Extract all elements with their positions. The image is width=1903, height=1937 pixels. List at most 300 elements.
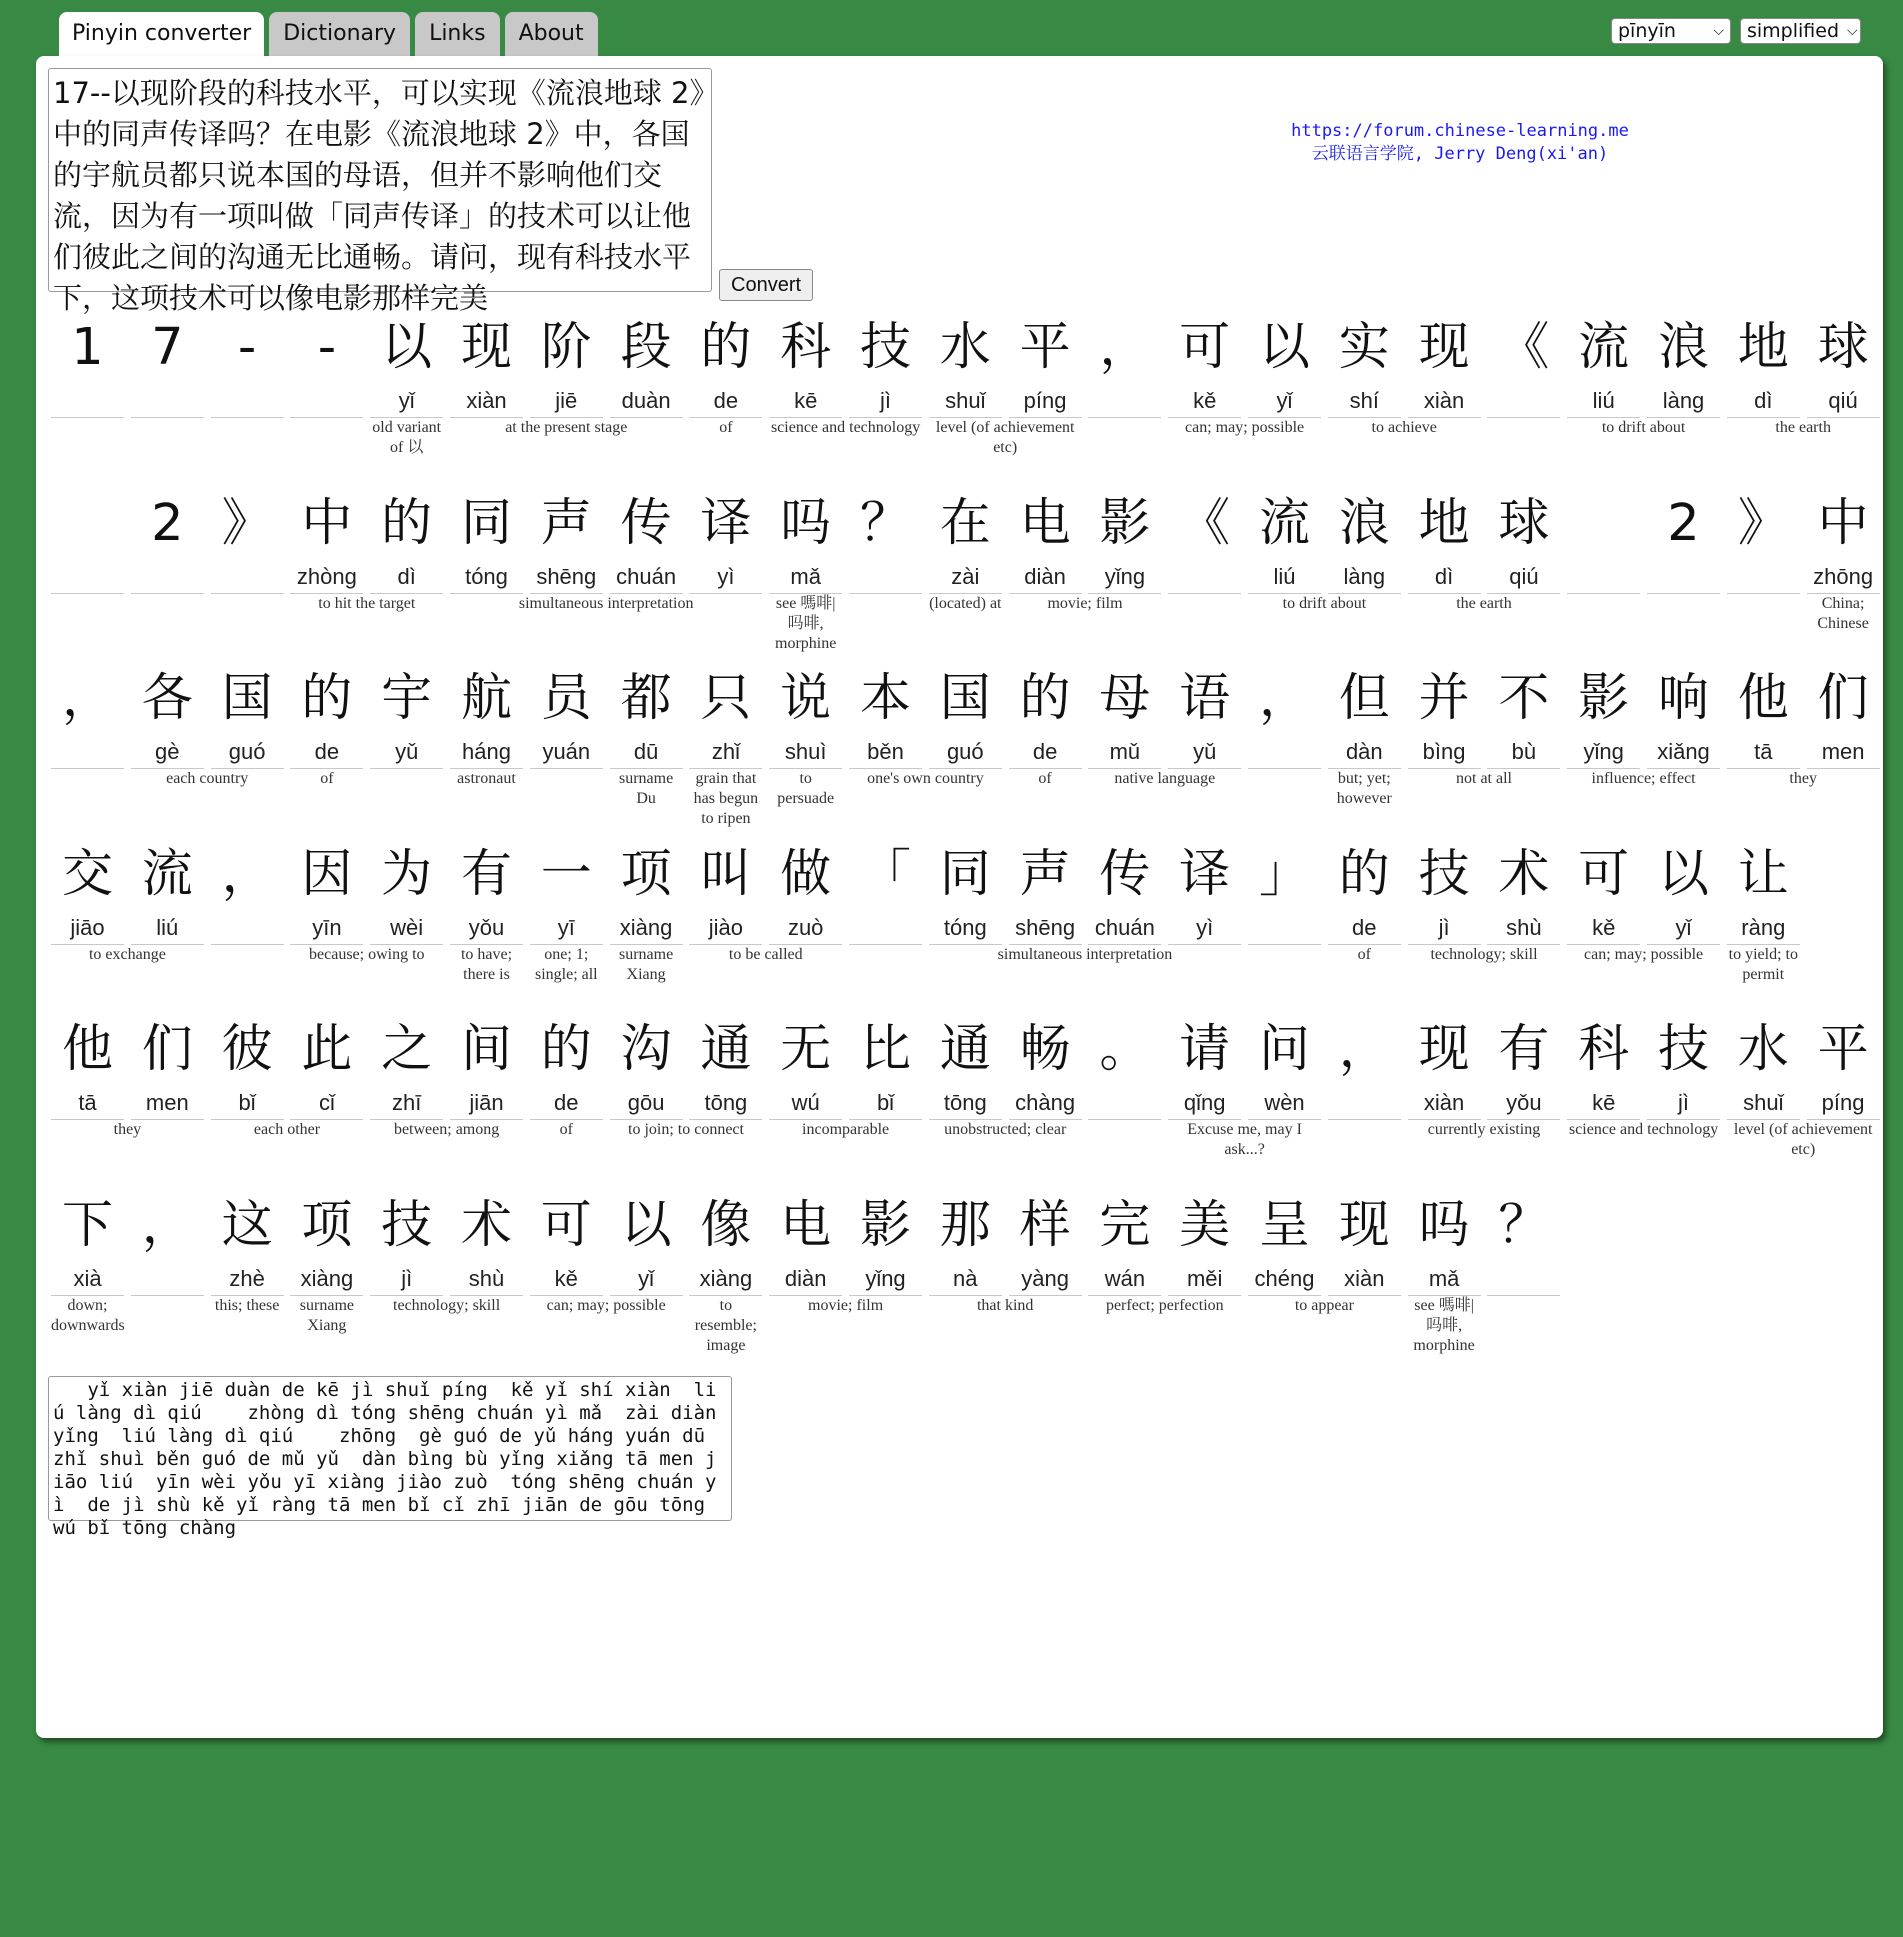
character-cell[interactable]: [610, 1014, 683, 1120]
gloss: the earth: [1456, 594, 1512, 612]
character-cell[interactable]: [1248, 839, 1321, 945]
pinyin: dì: [1727, 384, 1800, 418]
character-cell[interactable]: [530, 312, 603, 418]
pinyin: [290, 384, 363, 418]
hanzi: 科: [780, 318, 832, 377]
tab-bar: [59, 12, 598, 56]
character-cell[interactable]: [51, 1014, 124, 1120]
hanzi: 无: [780, 1020, 832, 1079]
character-cell[interactable]: [1088, 1190, 1161, 1296]
character-cell[interactable]: [1647, 488, 1720, 594]
character-cell[interactable]: [929, 312, 1002, 418]
hanzi: 可: [1179, 318, 1231, 377]
character-cell[interactable]: [530, 1014, 603, 1120]
character-cell[interactable]: [1328, 1014, 1401, 1120]
tab-pinyin-converter[interactable]: Pinyin converter: [59, 12, 264, 56]
character-cell[interactable]: [1168, 663, 1241, 769]
gloss: between; among: [393, 1121, 500, 1138]
character-cell[interactable]: [769, 663, 842, 769]
character-cell[interactable]: [211, 1190, 284, 1296]
character-cell[interactable]: [769, 1190, 842, 1296]
character-cell[interactable]: [1487, 488, 1560, 594]
pinyin: liú: [131, 911, 204, 945]
character-cell[interactable]: [290, 1014, 363, 1120]
pinyin: [1248, 911, 1321, 945]
hanzi: 以: [1258, 318, 1310, 377]
pinyin: yǔ: [1168, 735, 1241, 769]
character-cell[interactable]: [530, 839, 603, 945]
character-cell[interactable]: [211, 1014, 284, 1120]
pinyin: xiàng: [689, 1262, 762, 1296]
character-cell[interactable]: [290, 839, 363, 945]
character-cell[interactable]: [769, 839, 842, 945]
character-cell[interactable]: [370, 1190, 443, 1296]
pinyin: de: [689, 384, 762, 418]
hanzi: 畅: [1019, 1020, 1071, 1079]
pinyin: dì: [1408, 560, 1481, 594]
character-cell[interactable]: [689, 488, 762, 594]
character-cell[interactable]: [1328, 839, 1401, 945]
hanzi: 阶: [540, 318, 592, 377]
hanzi: [51, 488, 124, 560]
character-cell[interactable]: [1487, 1014, 1560, 1120]
hanzi: 实: [1338, 318, 1390, 377]
pinyin: yīn: [290, 911, 363, 945]
character-cell[interactable]: [849, 312, 922, 418]
character-cell[interactable]: [1009, 1014, 1082, 1120]
hanzi: 只: [700, 669, 752, 728]
pinyin: zhè: [211, 1262, 284, 1296]
hanzi: 国: [939, 669, 991, 728]
pinyin: chuán: [610, 560, 683, 594]
gloss: unobstructed; clear: [944, 1121, 1067, 1138]
character-cell[interactable]: [51, 312, 124, 418]
character-cell[interactable]: [1487, 312, 1560, 418]
character-cell[interactable]: [1567, 663, 1640, 769]
character-cell[interactable]: [1168, 488, 1241, 594]
hanzi: 球: [1817, 318, 1869, 377]
gloss: but; yet; however: [1336, 770, 1392, 807]
character-cell[interactable]: [610, 488, 683, 594]
pinyin: yǒu: [1487, 1086, 1560, 1120]
hanzi: 传: [1099, 844, 1151, 904]
hanzi: ？: [1498, 1195, 1550, 1255]
pinyin: bìng: [1408, 735, 1481, 769]
pinyin-output-textarea[interactable]: yǐ xiàn jiē duàn de kē jì shuǐ píng kě yǐ shí xiàn liú làng dì qiú zhòng dì tóng shēng chuán yì mǎ zài diàn yǐng liú làng dì qiú zhōng gè guó de yǔ háng yuán dū zhǐ shuì běn guó de mǔ yǔ dàn bìng bù yǐng xiǎng tā men jiāo liú yīn wèi yǒu yī xiàng jiào zuò tóng shēng chuán yì de jì shù kě yǐ ràng tā men bǐ cǐ zhī jiān de gōu tōng wú bǐ tōng chàng: [48, 1376, 732, 1521]
character-cell[interactable]: [211, 312, 284, 418]
pinyin: kě: [530, 1262, 603, 1296]
character-cell[interactable]: [1248, 488, 1321, 594]
character-cell[interactable]: [530, 663, 603, 769]
character-cell[interactable]: [610, 1190, 683, 1296]
character-cell[interactable]: [1009, 488, 1082, 594]
pinyin: de: [1009, 735, 1082, 769]
hanzi: 技: [381, 1195, 433, 1255]
pinyin: jì: [1647, 1086, 1720, 1120]
pinyin: bǐ: [849, 1086, 922, 1120]
character-cell[interactable]: [689, 312, 762, 418]
character-cell[interactable]: [211, 839, 284, 945]
pinyin: [849, 560, 922, 594]
character-cell[interactable]: [1647, 839, 1720, 945]
gloss: old variant of 以: [372, 419, 442, 456]
pinyin: yì: [1168, 911, 1241, 945]
character-cell[interactable]: [1248, 312, 1321, 418]
gloss: China; Chinese: [1817, 594, 1869, 632]
gloss: can; may; possible: [546, 1296, 666, 1314]
credit-block: [1230, 120, 1690, 166]
hanzi: 浪: [1338, 493, 1390, 553]
hanzi: 1: [71, 318, 104, 377]
pinyin: yǐng: [849, 1262, 922, 1296]
character-cell[interactable]: [450, 488, 523, 594]
hanzi: 声: [540, 493, 592, 553]
pinyin: yī: [530, 911, 603, 945]
pinyin: dì: [370, 560, 443, 594]
hanzi: 一: [540, 844, 592, 904]
character-cell[interactable]: [290, 312, 363, 418]
character-cell[interactable]: [610, 839, 683, 945]
character-cell[interactable]: [1248, 1190, 1321, 1296]
hanzi: 电: [1019, 493, 1071, 553]
character-cell[interactable]: [370, 663, 443, 769]
pinyin: shuǐ: [1727, 1086, 1800, 1120]
hanzi: 电: [780, 1195, 832, 1255]
character-cell[interactable]: [131, 488, 204, 594]
character-cell[interactable]: [1727, 488, 1800, 594]
character-cell[interactable]: [1408, 488, 1481, 594]
pinyin: duàn: [610, 384, 683, 418]
hanzi: 的: [1019, 669, 1071, 728]
character-cell[interactable]: [290, 488, 363, 594]
pinyin: xiàn: [450, 384, 523, 418]
character-cell[interactable]: [1487, 1190, 1560, 1296]
character-cell[interactable]: [1009, 1190, 1082, 1296]
character-cell[interactable]: [1088, 839, 1161, 945]
gloss: can; may; possible: [1185, 419, 1305, 436]
gloss: they: [113, 1121, 142, 1138]
hanzi: 浪: [1657, 318, 1709, 377]
character-cell[interactable]: [689, 839, 762, 945]
gloss: movie; film: [1047, 594, 1123, 612]
pinyin: yì: [689, 560, 762, 594]
pinyin: qǐng: [1168, 1086, 1241, 1120]
hanzi: ，: [61, 669, 113, 728]
pinyin: [1088, 1086, 1161, 1120]
gloss: see 嗎啡|吗啡, morphine: [775, 594, 837, 652]
character-cell[interactable]: [1088, 663, 1161, 769]
character-cell[interactable]: [689, 663, 762, 769]
pinyin: gōu: [610, 1086, 683, 1120]
character-cell[interactable]: [530, 488, 603, 594]
hanzi: 交: [61, 844, 113, 904]
character-cell[interactable]: [290, 663, 363, 769]
character-cell[interactable]: [769, 1014, 842, 1120]
hanzi: 本: [859, 669, 911, 728]
pinyin: liú: [1248, 560, 1321, 594]
gloss: the earth: [1775, 419, 1831, 436]
character-cell[interactable]: [1727, 1014, 1800, 1120]
character-cell[interactable]: [849, 1014, 922, 1120]
pinyin: dū: [610, 735, 683, 769]
character-cell[interactable]: [1168, 839, 1241, 945]
hanzi: 地: [1737, 318, 1789, 377]
credit-author: 云联语言学院, Jerry Deng(xi'an): [1311, 144, 1609, 164]
character-cell[interactable]: [769, 488, 842, 594]
pinyin: shù: [1487, 911, 1560, 945]
character-cell[interactable]: [1408, 1190, 1481, 1296]
character-cell[interactable]: [1727, 312, 1800, 418]
tab-links[interactable]: Links: [415, 12, 500, 56]
pinyin: xiàn: [1328, 1262, 1401, 1296]
character-cell[interactable]: [1408, 839, 1481, 945]
pinyin: liú: [1567, 384, 1640, 418]
character-cell[interactable]: [450, 312, 523, 418]
gloss: (located) at: [929, 594, 1002, 612]
pinyin: [849, 911, 922, 945]
character-cell[interactable]: [1248, 663, 1321, 769]
convert-button[interactable]: Convert: [719, 269, 813, 301]
hanzi: 同: [939, 844, 991, 904]
hanzi: 2: [1667, 493, 1700, 553]
character-cell[interactable]: [1328, 312, 1401, 418]
character-cell[interactable]: [929, 488, 1002, 594]
character-cell[interactable]: [849, 1190, 922, 1296]
hanzi: 他: [1737, 669, 1789, 728]
character-cell[interactable]: [929, 839, 1002, 945]
pinyin: cǐ: [290, 1086, 363, 1120]
character-cell[interactable]: [1328, 1190, 1401, 1296]
pinyin: xiàng: [610, 911, 683, 945]
character-cell[interactable]: [1807, 1014, 1880, 1120]
pinyin: xià: [51, 1262, 124, 1296]
character-cell[interactable]: [1408, 312, 1481, 418]
hanzi: 译: [700, 493, 752, 553]
gloss: they: [1789, 770, 1817, 787]
pinyin: guó: [211, 735, 284, 769]
hanzi: 同: [460, 493, 512, 553]
pinyin: [131, 1262, 204, 1296]
character-cell[interactable]: [1487, 839, 1560, 945]
character-cell[interactable]: [1009, 312, 1082, 418]
pinyin: chéng: [1248, 1262, 1321, 1296]
gloss: to drift about: [1282, 594, 1367, 612]
gloss: to resemble; image: [694, 1296, 757, 1354]
chinese-input-textarea[interactable]: 17--以现阶段的科技水平，可以实现《流浪地球 2》中的同声传译吗？在电影《流浪地球 2》中，各国的宇航员都只说本国的母语，但并不影响他们交流，因为有一项叫做「同声传译」的技术可以让他们彼此之间的沟通无比通畅。请问，现有科技水平下，这项技术可以像电影那样完美: [48, 68, 712, 292]
pinyin: xiàn: [1408, 1086, 1481, 1120]
character-cell[interactable]: [450, 839, 523, 945]
character-cell[interactable]: [1168, 1014, 1241, 1120]
pinyin: běn: [849, 735, 922, 769]
gloss: incomparable: [802, 1121, 890, 1138]
character-cell[interactable]: [1567, 839, 1640, 945]
hanzi: 样: [1019, 1195, 1071, 1255]
character-cell[interactable]: [1408, 663, 1481, 769]
character-cell[interactable]: [1567, 1014, 1640, 1120]
hanzi: 让: [1737, 844, 1789, 904]
pinyin: [1487, 384, 1560, 418]
pinyin: làng: [1328, 560, 1401, 594]
pinyin: [51, 384, 124, 418]
pinyin: nà: [929, 1262, 1002, 1296]
character-cell[interactable]: [1807, 312, 1880, 418]
hanzi: 《: [1179, 493, 1231, 553]
character-cell[interactable]: [211, 488, 284, 594]
character-cell[interactable]: [1807, 488, 1880, 594]
pinyin: kě: [1168, 384, 1241, 418]
hanzi: 通: [939, 1020, 991, 1079]
character-cell[interactable]: [51, 839, 124, 945]
annotation-row: [51, 488, 1874, 664]
pinyin: shēng: [530, 560, 603, 594]
character-cell[interactable]: [131, 663, 204, 769]
character-cell[interactable]: [1647, 663, 1720, 769]
hanzi: 吗: [1418, 1195, 1470, 1255]
hanzi: 的: [540, 1020, 592, 1079]
pinyin: [51, 735, 124, 769]
hanzi: 译: [1179, 844, 1231, 904]
pinyin: [1727, 560, 1800, 594]
hanzi: 的: [700, 318, 752, 377]
character-cell[interactable]: [1168, 1190, 1241, 1296]
pinyin: jiān: [450, 1086, 523, 1120]
character-cell[interactable]: [769, 312, 842, 418]
gloss: level (of achievement etc): [935, 419, 1075, 456]
pinyin: tā: [51, 1086, 124, 1120]
character-cell[interactable]: [1408, 1014, 1481, 1120]
character-cell[interactable]: [51, 663, 124, 769]
character-cell[interactable]: [1088, 1014, 1161, 1120]
romanization-select[interactable]: [1611, 18, 1731, 44]
hanzi: 现: [1338, 1195, 1390, 1255]
character-cell[interactable]: [689, 1014, 762, 1120]
hanzi: 流: [1258, 493, 1310, 553]
character-cell[interactable]: [1647, 312, 1720, 418]
character-cell[interactable]: [929, 663, 1002, 769]
hanzi: 中: [1817, 493, 1869, 553]
character-cell[interactable]: [1727, 839, 1800, 945]
gloss: movie; film: [808, 1296, 884, 1314]
hanzi: 为: [381, 844, 433, 904]
character-cell[interactable]: [610, 663, 683, 769]
tab-about[interactable]: About: [505, 12, 598, 56]
character-cell[interactable]: [290, 1190, 363, 1296]
pinyin: zuò: [769, 911, 842, 945]
character-cell[interactable]: [1807, 663, 1880, 769]
character-cell[interactable]: [370, 488, 443, 594]
gloss: see 嗎啡|吗啡, morphine: [1413, 1296, 1475, 1354]
hanzi: 影: [859, 1195, 911, 1255]
character-cell[interactable]: [1009, 663, 1082, 769]
character-cell[interactable]: [370, 312, 443, 418]
pinyin: jiē: [530, 384, 603, 418]
character-cell[interactable]: [1088, 312, 1161, 418]
character-cell[interactable]: [1567, 488, 1640, 594]
pinyin: ràng: [1727, 911, 1800, 945]
pinyin: jiào: [689, 911, 762, 945]
gloss: one; 1; single; all: [534, 945, 598, 983]
gloss: to yield; to permit: [1728, 945, 1798, 983]
gloss: each other: [253, 1121, 321, 1138]
character-cell[interactable]: [450, 1190, 523, 1296]
hanzi: ，: [141, 1195, 193, 1255]
character-cell[interactable]: [131, 1014, 204, 1120]
character-cell[interactable]: [51, 1190, 124, 1296]
hanzi: 那: [939, 1195, 991, 1255]
character-cell[interactable]: [1567, 312, 1640, 418]
character-cell[interactable]: [370, 1014, 443, 1120]
character-cell[interactable]: [1727, 663, 1800, 769]
character-cell[interactable]: [131, 1190, 204, 1296]
hanzi: 沟: [620, 1020, 672, 1079]
character-cell[interactable]: [849, 663, 922, 769]
character-cell[interactable]: [1248, 1014, 1321, 1120]
forum-link[interactable]: https://forum.chinese-learning.me: [1291, 121, 1629, 141]
hanzi: 现: [460, 318, 512, 377]
gloss: one's own country: [867, 770, 984, 787]
character-cell[interactable]: [370, 839, 443, 945]
hanzi: 2: [151, 493, 184, 553]
chevron-down-icon: ⌵: [1847, 23, 1858, 39]
character-cell[interactable]: [131, 839, 204, 945]
hanzi: 之: [381, 1020, 433, 1079]
character-cell[interactable]: [689, 1190, 762, 1296]
character-cell[interactable]: [1009, 839, 1082, 945]
character-cell[interactable]: [1168, 312, 1241, 418]
gloss: surname Xiang: [299, 1296, 354, 1334]
character-cell[interactable]: [51, 488, 124, 594]
pinyin: píng: [1009, 384, 1082, 418]
character-cell[interactable]: [450, 663, 523, 769]
hanzi: 影: [1099, 493, 1151, 553]
hanzi: 可: [1578, 844, 1630, 904]
pinyin: yǐ: [1647, 911, 1720, 945]
character-cell[interactable]: [849, 488, 922, 594]
character-cell[interactable]: [530, 1190, 603, 1296]
hanzi: 问: [1258, 1020, 1310, 1079]
character-cell[interactable]: [929, 1190, 1002, 1296]
character-cell[interactable]: [1487, 663, 1560, 769]
gloss: technology; skill: [1430, 945, 1538, 963]
hanzi: 有: [1498, 1020, 1550, 1079]
pinyin: làng: [1647, 384, 1720, 418]
hanzi: 们: [1817, 669, 1869, 728]
character-cell[interactable]: [211, 663, 284, 769]
script-select[interactable]: [1740, 18, 1861, 44]
hanzi: 下: [61, 1195, 113, 1255]
character-cell[interactable]: [131, 312, 204, 418]
gloss: astronaut: [457, 770, 516, 787]
character-cell[interactable]: [929, 1014, 1002, 1120]
pinyin: yǐng: [1567, 735, 1640, 769]
character-cell[interactable]: [1328, 488, 1401, 594]
pinyin: [131, 384, 204, 418]
gloss: surname Du: [618, 770, 674, 807]
tab-dictionary[interactable]: Dictionary: [269, 12, 410, 56]
hanzi: 中: [301, 493, 353, 553]
character-cell[interactable]: [1088, 488, 1161, 594]
script-select-value: simplified: [1747, 20, 1840, 42]
character-cell[interactable]: [1647, 1014, 1720, 1120]
gloss: science and technology: [770, 419, 921, 436]
character-cell[interactable]: [450, 1014, 523, 1120]
character-cell[interactable]: [1328, 663, 1401, 769]
character-cell[interactable]: [610, 312, 683, 418]
character-cell[interactable]: [849, 839, 922, 945]
pinyin: [1647, 560, 1720, 594]
pinyin: de: [290, 735, 363, 769]
gloss: native language: [1114, 770, 1216, 787]
